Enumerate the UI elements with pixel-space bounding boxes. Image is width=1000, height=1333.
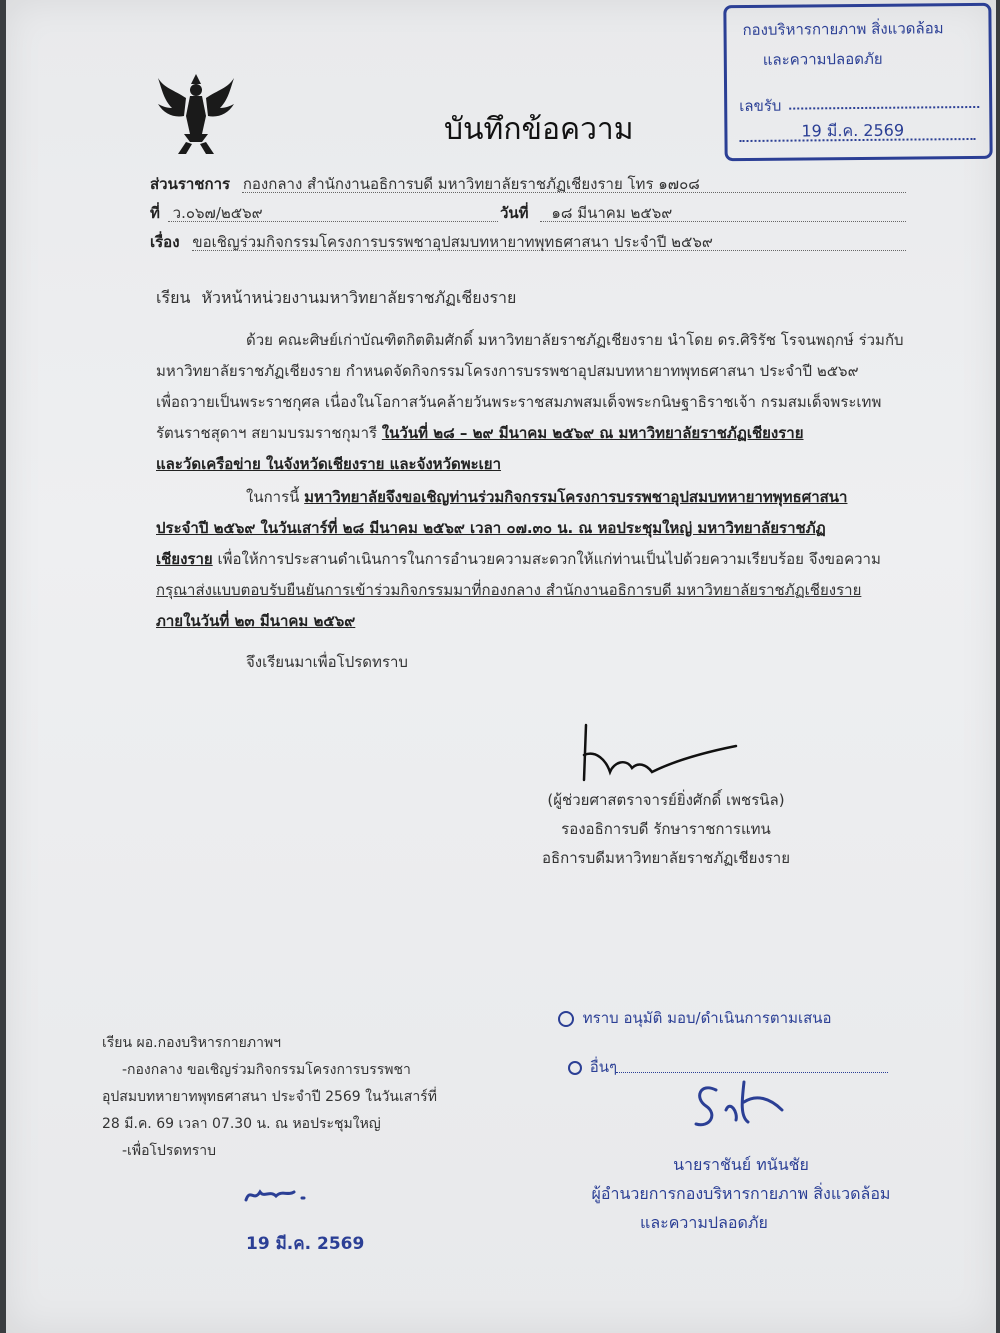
signatory-position-2: อธิการบดีมหาวิทยาลัยราชภัฏเชียงราย — [542, 849, 790, 867]
routing-note — [102, 1030, 437, 1165]
initials-signature-icon — [242, 1182, 312, 1206]
paragraph-1-line-2: มหาวิทยาลัยราชภัฏเชียงราย กำหนดจัดกิจกรรมโครงการบรรพชาอุปสมบทหายาทพุทธศาสนา ประจำปี ๒๕๖๙ — [156, 362, 859, 380]
signatory-block — [446, 786, 886, 873]
vice-president-signature-icon — [566, 710, 756, 790]
routing-note-date: 19 มี.ค. 2569 — [246, 1234, 365, 1254]
paragraph-1-line-3: เพื่อถวายเป็นพระราชกุศล เนื่องในโอกาสวันคล้ายวันพระราชสมภพสมเด็จพระกนิษฐาธิราชเจ้า กรมสมเด็จพระเทพ — [156, 393, 882, 411]
stamp-date: 19 มี.ค. 2569 — [801, 120, 905, 141]
routing-note-line-3: อุปสมบทหายาทพุทธศาสนา ประจำปี 2569 ในวันเสาร์ที่ — [102, 1089, 437, 1105]
director-position-1: ผู้อำนวยการกองบริหารกายภาพ สิ่งแวดล้อม — [591, 1184, 891, 1203]
stamp-line-2: และความปลอดภัย — [762, 49, 883, 69]
director-other-label: อื่นๆ — [589, 1058, 618, 1076]
signatory-name: (ผู้ช่วยศาสตราจารย์ยิ่งศักดิ์ เพชรนิล) — [547, 791, 785, 809]
memo-page — [6, 0, 996, 1333]
signatory-position-1: รองอธิการบดี รักษาราชการแทน — [561, 820, 771, 838]
date-value: ๑๘ มีนาคม ๒๕๖๙ — [551, 204, 673, 222]
routing-note-line-4: 28 มี.ค. 69 เวลา 07.30 น. ณ หอประชุมใหญ่ — [102, 1116, 381, 1132]
salutation-label: เรียน — [156, 288, 191, 307]
paragraph-2 — [156, 482, 921, 637]
routing-note-line-1: เรียน ผอ.กองบริหารกายภาพฯ — [102, 1035, 282, 1051]
paragraph-2-venue-end: เชียงราย — [156, 550, 213, 568]
paragraph-1-event-dates: ในวันที่ ๒๘ – ๒๙ มีนาคม ๒๕๖๙ ณ มหาวิทยาลัยราชภัฏเชียงราย — [381, 424, 804, 442]
director-options-text: ทราบ อนุมัติ มอบ/ดำเนินการตามเสนอ — [582, 1009, 832, 1027]
checkbox-icon — [558, 1011, 574, 1027]
paragraph-2-deadline: ภายในวันที่ ๒๓ มีนาคม ๒๕๖๙ — [156, 612, 356, 630]
paragraph-1-event-places: และวัดเครือข่าย ในจังหวัดเชียงราย และจังหวัดพะเยา — [156, 455, 502, 473]
director-name: นายราชันย์ ทนันชัย — [673, 1155, 809, 1174]
radio-icon — [568, 1061, 582, 1075]
department-label: ส่วนราชการ — [150, 175, 231, 193]
paragraph-1-line-4 — [156, 418, 921, 449]
routing-note-line-2: -กองกลาง ขอเชิญร่วมกิจกรรมโครงการบรรพชา — [122, 1062, 411, 1078]
routing-note-line-5: -เพื่อโปรดทราบ — [122, 1143, 216, 1159]
director-other-option — [568, 1055, 617, 1079]
salutation-value: หัวหน้าหน่วยงานมหาวิทยาลัยราชภัฏเชียงราย — [201, 288, 517, 307]
director-signature-icon — [686, 1076, 796, 1136]
number-label: ที่ — [150, 204, 160, 222]
paragraph-1 — [156, 325, 921, 480]
department-value: กองกลาง สำนักงานอธิการบดี มหาวิทยาลัยราชภัฏเชียงราย โทร ๑๗๐๘ — [242, 175, 700, 193]
memo-title: บันทึกข้อความ — [444, 112, 634, 147]
director-block — [546, 1150, 936, 1237]
garuda-emblem-icon — [156, 70, 236, 160]
subject-value: ขอเชิญร่วมกิจกรรมโครงการบรรพชาอุปสมบทหายาทพุทธศาสนา ประจำปี ๒๕๖๙ — [192, 233, 713, 251]
director-position-2: และความปลอดภัย — [640, 1213, 768, 1232]
number-value: ว.๐๖๗/๒๕๖๙ — [172, 204, 263, 222]
date-label: วันที่ — [500, 204, 529, 222]
paragraph-2-rsvp-request: กรุณาส่งแบบตอบรับยืนยันการเข้าร่วมกิจกรรมมาที่กองกลาง สำนักงานอธิการบดี มหาวิทยาลัยราชภัฏเชียงราย — [156, 581, 862, 599]
stamp-receive-label: เลขรับ — [739, 96, 782, 116]
salutation — [156, 282, 516, 313]
director-options — [558, 1006, 832, 1030]
receipt-stamp — [723, 3, 992, 161]
paragraph-2-invitation: มหาวิทยาลัยจึงขอเชิญท่านร่วมกิจกรรมโครงการบรรพชาอุปสมบทหายาทพุทธศาสนา — [304, 488, 848, 506]
paragraph-2-line-1-plain: ในการนี้ — [246, 488, 305, 506]
paragraph-2-line-3-plain: เพื่อให้การประสานดำเนินการในการอำนวยความสะดวกให้แก่ท่านเป็นไปด้วยความเรียบร้อย จึงขอความ — [212, 550, 881, 568]
paragraph-1-line-1: ด้วย คณะศิษย์เก่าบัณฑิตกิตติมศักดิ์ มหาวิทยาลัยราชภัฏเชียงราย นำโดย ดร.ศิริรัช โรจนพฤกษ์ ร่วมกับ — [246, 331, 904, 349]
paragraph-1-line-4-plain: รัตนราชสุดาฯ สยามบรมราชกุมารี — [156, 424, 382, 442]
paragraph-2-event-time: ประจำปี ๒๕๖๙ ในวันเสาร์ที่ ๒๘ มีนาคม ๒๕๖๙ เวลา ๐๗.๓๐ น. ณ หอประชุมใหญ่ มหาวิทยาลัยราชภัฏ — [156, 519, 826, 537]
stamp-line-1: กองบริหารกายภาพ สิ่งแวดล้อม — [742, 19, 944, 40]
closing-line: จึงเรียนมาเพื่อโปรดทราบ — [246, 653, 408, 671]
subject-label: เรื่อง — [150, 233, 180, 251]
